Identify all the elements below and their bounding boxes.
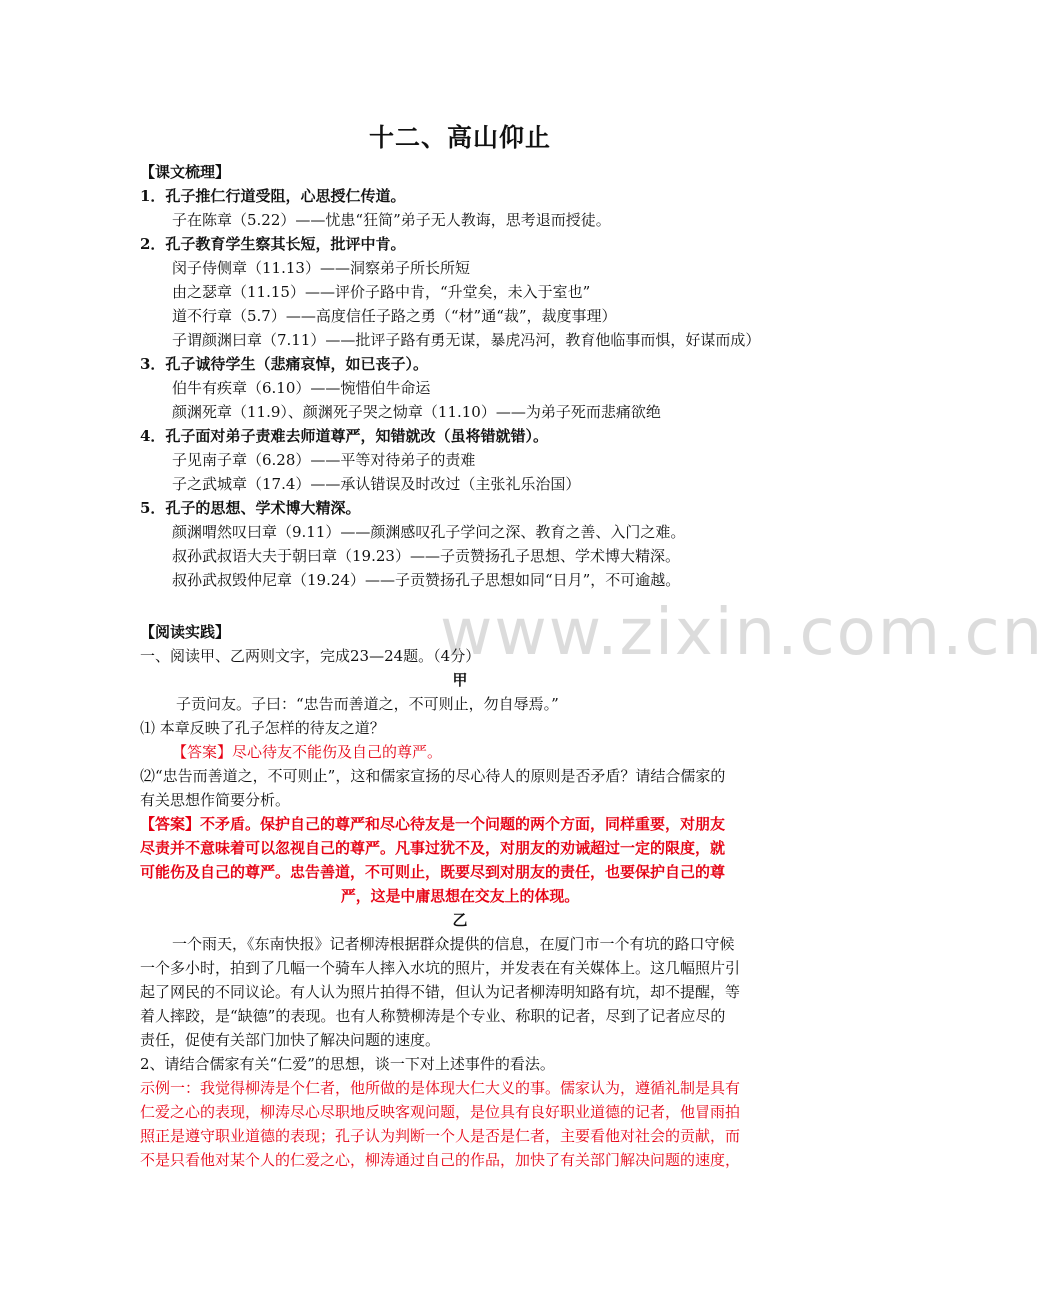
- example-line-1: 示例一：我觉得柳涛是个仁者，他所做的是体现大仁大义的事。儒家认为，遵循礼制是具有: [140, 1079, 741, 1097]
- passage-yi-line-3: 起了网民的不同议论。有人认为照片拍得不错，但认为记者柳涛明知路有坑，却不提醒，等: [140, 983, 741, 1001]
- example-line-4: 不是只看他对某个人的仁爱之心，柳涛通过自己的作品，加快了有关部门解决问题的速度，: [140, 1151, 741, 1169]
- passage-jia-text: 子贡问友。子曰：“忠告而善道之，不可则止，勿自辱焉。”: [176, 695, 559, 713]
- point-1-heading: 1．孔子推仁行道受阻，心思授仁传道。: [140, 187, 406, 205]
- point-5-heading: 5．孔子的思想、学术博大精深。: [140, 499, 361, 517]
- question-3: 2、请结合儒家有关“仁爱”的思想，谈一下对上述事件的看法。: [140, 1055, 555, 1073]
- answer-2-line-1: 【答案】不矛盾。保护自己的尊严和尽心待友是一个问题的两个方面，同样重要，对朋友: [140, 815, 726, 833]
- point-3-line-2: 颜渊死章（11.9）、颜渊死子哭之恸章（11.10）——为弟子死而悲痛欲绝: [172, 403, 661, 421]
- question-2-line-2: 有关思想作简要分析。: [140, 791, 291, 809]
- point-2-heading: 2．孔子教育学生察其长短，批评中肯。: [140, 235, 406, 253]
- point-2-line-4: 子谓颜渊曰章（7.11）——批评子路有勇无谋，暴虎冯河，教育他临事而惧，好谋而成）: [172, 331, 761, 349]
- passage-yi-line-2: 一个多小时，拍到了几幅一个骑车人摔入水坑的照片，并发表在有关媒体上。这几幅照片引: [140, 959, 741, 977]
- answer-1: 【答案】尽心待友不能伤及自己的尊严。: [172, 743, 443, 761]
- answer-2-line-2: 尽责并不意味着可以忽视自己的尊严。凡事过犹不及，对朋友的劝诫超过一定的限度，就: [140, 839, 726, 857]
- answer-2-line-3: 可能伤及自己的尊严。忠告善道，不可则止，既要尽到对朋友的责任，也要保护自己的尊: [140, 863, 726, 881]
- section-heading-review: 【课文梳理】: [140, 163, 231, 181]
- page-title: 十二、高山仰止: [368, 123, 551, 152]
- question-2-line-1: ⑵“忠告而善道之，不可则止”，这和儒家宣扬的尽心待人的原则是否矛盾？请结合儒家的: [140, 767, 726, 785]
- point-3-heading: 3．孔子诚待学生（悲痛哀悼，如已丧子）。: [140, 355, 428, 373]
- point-2-line-2: 由之瑟章（11.15）——评价子路中肯，“升堂矣，未入于室也”: [172, 283, 591, 301]
- point-3-line-1: 伯牛有疾章（6.10）——惋惜伯牛命运: [172, 379, 431, 397]
- point-5-line-3: 叔孙武叔毁仲尼章（19.24）——子贡赞扬孔子思想如同“日月”，不可逾越。: [172, 571, 681, 589]
- point-5-line-2: 叔孙武叔语大夫于朝曰章（19.23）——子贡赞扬孔子思想、学术博大精深。: [172, 547, 680, 565]
- point-2-line-3: 道不行章（5.7）——高度信任子路之勇（“材”通“裁”，裁度事理）: [172, 307, 617, 325]
- point-4-heading: 4．孔子面对弟子责难去师道尊严，知错就改（虽将错就错）。: [140, 427, 548, 445]
- section-heading-practice: 【阅读实践】: [140, 623, 231, 641]
- passage-yi-line-4: 着人摔跤，是“缺德”的表现。也有人称赞柳涛是个专业、称职的记者，尽到了记者应尽的: [140, 1007, 726, 1025]
- point-5-line-1: 颜渊喟然叹曰章（9.11）——颜渊感叹孔子学问之深、教育之善、入门之难。: [172, 523, 686, 541]
- point-1-line-1: 子在陈章（5.22）——忧患“狂简”弟子无人教诲，思考退而授徒。: [172, 211, 611, 229]
- answer-2-line-4: 严，这是中庸思想在交友上的体现。: [340, 887, 580, 905]
- question-1: ⑴ 本章反映了孔子怎样的待友之道？: [140, 719, 385, 737]
- point-4-line-2: 子之武城章（17.4）——承认错误及时改过（主张礼乐治国）: [172, 475, 581, 493]
- passage-yi-line-5: 责任，促使有关部门加快了解决问题的速度。: [140, 1031, 441, 1049]
- example-line-2: 仁爱之心的表现，柳涛尽心尽职地反映客观问题，是位具有良好职业道德的记者，他冒雨拍: [140, 1103, 741, 1121]
- passage-yi-label: 乙: [452, 911, 468, 929]
- point-4-line-1: 子见南子章（6.28）——平等对待弟子的责难: [172, 451, 476, 469]
- point-2-line-1: 闵子侍侧章（11.13）——洞察弟子所长所短: [172, 259, 470, 277]
- watermark: www.zixin.com.cn: [440, 596, 1044, 670]
- passage-jia-label: 甲: [452, 671, 468, 689]
- practice-intro: 一、阅读甲、乙两则文字，完成23—24题。（4分）: [140, 647, 481, 665]
- example-line-3: 照正是遵守职业道德的表现；孔子认为判断一个人是否是仁者，主要看他对社会的贡献，而: [140, 1127, 741, 1145]
- passage-yi-line-1: 一个雨天，《东南快报》记者柳涛根据群众提供的信息，在厦门市一个有坑的路口守候: [172, 935, 735, 953]
